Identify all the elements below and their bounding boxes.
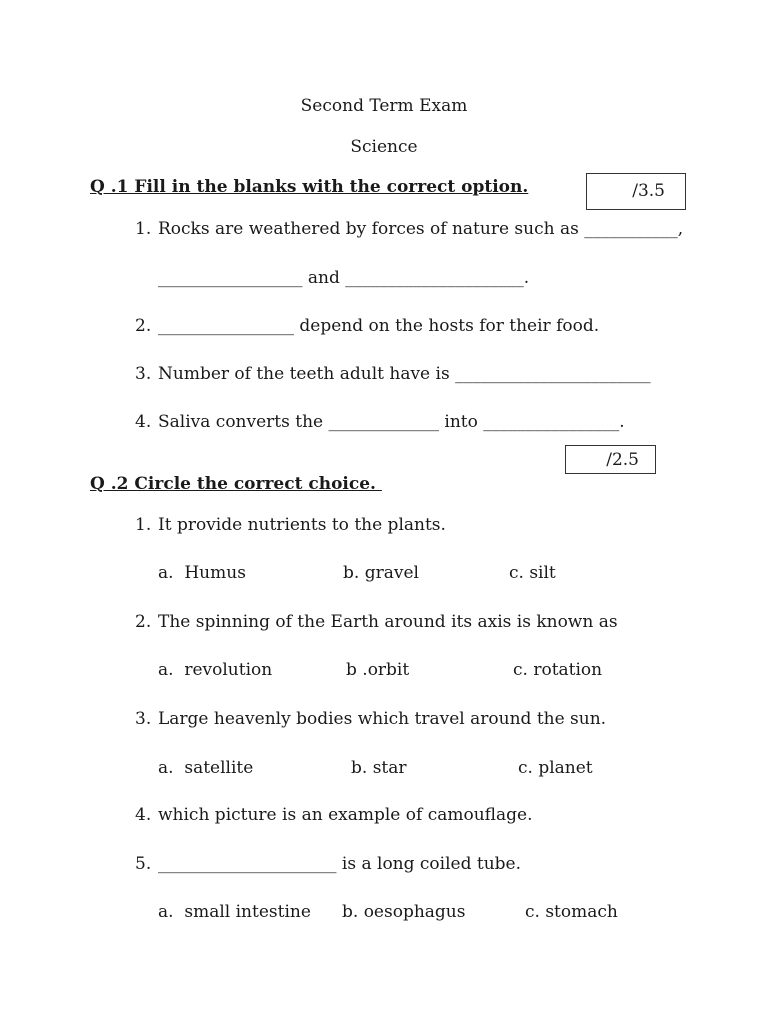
- q2-option: c. rotation: [513, 660, 603, 680]
- q1-item-number: 3.: [135, 364, 152, 384]
- q2-question-text: Large heavenly bodies which travel around the sun.: [158, 709, 607, 729]
- q1-item-text: Saliva converts the _____________ into ________________.: [158, 412, 625, 432]
- q1-item-number: 1.: [135, 219, 152, 239]
- q2-option: b .orbit: [346, 660, 410, 680]
- q2-heading: Q .2 Circle the correct choice.: [90, 474, 382, 494]
- q1-item-text: Rocks are weathered by forces of nature such as ___________,: [158, 219, 684, 239]
- q2-question-number: 5.: [135, 854, 152, 874]
- q2-question-text: The spinning of the Earth around its axis is known as: [158, 612, 618, 632]
- q2-option: a. satellite: [158, 758, 254, 778]
- q1-item-text: ________________ depend on the hosts for their food.: [158, 316, 600, 336]
- q1-item-number: 4.: [135, 412, 152, 432]
- q1-item-text: Number of the teeth adult have is _______________________: [158, 364, 651, 384]
- q1-score: /3.5: [632, 181, 665, 201]
- exam-title: Second Term Exam: [300, 96, 468, 116]
- q2-option: c. silt: [509, 563, 556, 583]
- q1-item-number: 2.: [135, 316, 152, 336]
- q2-option: b. gravel: [343, 563, 419, 583]
- q2-option: a. Humus: [158, 563, 246, 583]
- q2-question-text: It provide nutrients to the plants.: [158, 515, 446, 535]
- q2-option: a. small intestine: [158, 902, 311, 922]
- q2-question-text: which picture is an example of camouflage.: [158, 805, 533, 825]
- q2-question-text: _____________________ is a long coiled tube.: [158, 854, 522, 874]
- q2-option: a. revolution: [158, 660, 273, 680]
- q2-option: b. oesophagus: [342, 902, 466, 922]
- q2-question-number: 1.: [135, 515, 152, 535]
- q2-score: /2.5: [606, 450, 639, 470]
- q1-score-box: [586, 173, 686, 210]
- q1-item-text: _________________ and _____________________.: [158, 268, 530, 288]
- q2-option: c. planet: [518, 758, 593, 778]
- q2-option: c. stomach: [525, 902, 618, 922]
- q2-question-number: 4.: [135, 805, 152, 825]
- q2-score-box: [565, 445, 656, 474]
- q2-option: b. star: [351, 758, 407, 778]
- q1-heading: Q .1 Fill in the blanks with the correct option.: [90, 177, 529, 197]
- q2-question-number: 3.: [135, 709, 152, 729]
- exam-subject: Science: [350, 137, 418, 157]
- q2-question-number: 2.: [135, 612, 152, 632]
